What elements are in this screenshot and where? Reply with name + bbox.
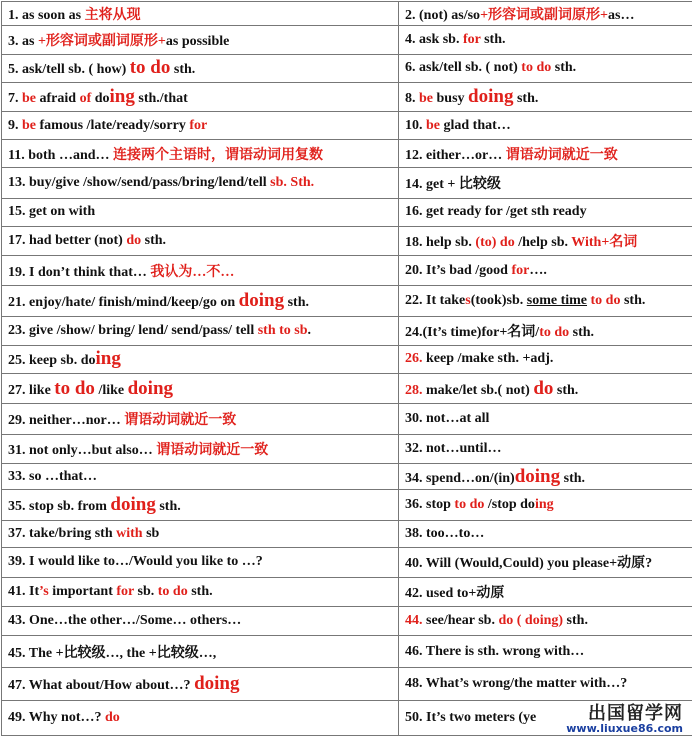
- phrase-text: sth.: [563, 613, 588, 629]
- phrase-cell: [2, 345, 399, 373]
- phrase-text: 谓语动词就近一致: [156, 442, 269, 458]
- phrase-text: to do: [454, 497, 485, 513]
- phrase-text: famous /late/ready/sorry: [36, 117, 190, 133]
- phrase-cell: [399, 345, 692, 373]
- phrase-text: sth to sb: [257, 322, 308, 338]
- phrase-text: 20. It’s bad /good: [405, 262, 512, 278]
- phrase-text: with: [116, 526, 143, 542]
- phrase-text: .: [307, 322, 312, 338]
- phrase-text: as possible: [165, 34, 230, 50]
- phrase-text: 27. like: [8, 382, 55, 398]
- phrase-text: With+名词: [571, 235, 638, 251]
- table-row: [2, 139, 692, 167]
- phrase-cell: [2, 2, 399, 26]
- phrase-text: (took)sb.: [470, 292, 527, 308]
- phrase-text: ing: [95, 348, 121, 370]
- phrase-text: 29. neither…nor…: [8, 413, 125, 429]
- phrase-text: 连接两个主语时，谓语动词用复数: [113, 147, 324, 163]
- phrase-text: 32. not…until…: [405, 440, 502, 456]
- phrase-text: 18. help sb.: [405, 235, 476, 251]
- phrase-text: 6. ask/tell sb. ( not): [405, 60, 522, 76]
- phrase-text: 谓语动词就近一致: [124, 413, 237, 429]
- phrase-text: glad that…: [440, 117, 511, 133]
- phrase-table: [1, 1, 692, 736]
- table-row: [2, 577, 692, 606]
- site-watermark: [563, 704, 686, 735]
- phrase-text: be: [22, 91, 36, 107]
- phrase-text: sth.: [187, 583, 213, 599]
- phrase-text: ’s: [39, 583, 49, 599]
- table-row: [2, 404, 692, 434]
- phrase-text: 21. enjoy/hate/ finish/mind/keep/go on: [8, 294, 239, 310]
- phrase-text: sth.: [569, 324, 595, 340]
- table-row: [2, 26, 692, 54]
- phrase-text: 15. get on with: [8, 204, 96, 220]
- phrase-cell: [399, 54, 692, 82]
- table-row: [2, 520, 692, 547]
- phrase-text: to do: [590, 292, 621, 308]
- phrase-cell: [399, 520, 692, 547]
- phrase-text: 31. not only…but also…: [8, 442, 157, 458]
- phrase-text: /stop do: [484, 497, 535, 513]
- phrase-cell: [2, 54, 399, 82]
- phrase-text: doing: [238, 289, 285, 311]
- phrase-text: 30. not…at all: [405, 411, 490, 427]
- phrase-cell: [2, 548, 399, 577]
- table-row: [2, 198, 692, 226]
- watermark-site-name: 出国留学网: [588, 703, 683, 724]
- table-row: [2, 54, 692, 82]
- phrase-text: 28.: [405, 382, 423, 398]
- phrase-text: sth.: [513, 91, 539, 107]
- phrase-cell: [399, 256, 692, 285]
- phrase-cell: [2, 404, 399, 434]
- phrase-text: doing: [110, 494, 156, 516]
- phrase-cell: [2, 520, 399, 547]
- table-row: [2, 256, 692, 285]
- phrase-text: do ( doing): [498, 613, 564, 629]
- phrase-text: important: [48, 583, 117, 599]
- phrase-text: busy: [433, 91, 469, 107]
- phrase-cell: [2, 434, 399, 463]
- phrase-text: be: [419, 91, 433, 107]
- phrase-text: sb.: [134, 583, 158, 599]
- phrase-cell: [2, 701, 399, 736]
- table-row: [2, 464, 692, 490]
- table-row: [2, 373, 692, 403]
- phrase-text: (to) do: [475, 235, 515, 251]
- phrase-text: s: [465, 292, 471, 308]
- phrase-text: 42. used to+动原: [405, 585, 505, 601]
- phrase-text: 24.(It’s time)for+名词/: [405, 324, 540, 340]
- phrase-cell: [399, 168, 692, 198]
- phrase-text: to do: [129, 57, 171, 79]
- phrase-cell: [399, 285, 692, 316]
- phrase-text: be: [22, 117, 36, 133]
- phrase-text: do: [104, 710, 120, 726]
- phrase-text: for: [511, 262, 530, 278]
- phrase-cell: [399, 139, 692, 167]
- phrase-cell: [2, 139, 399, 167]
- table-row: [2, 434, 692, 463]
- phrase-text: 7.: [8, 91, 22, 107]
- phrase-text: 41. It: [8, 583, 40, 599]
- phrase-cell: [399, 317, 692, 345]
- phrase-text: ing: [109, 86, 135, 108]
- phrase-text: sth.: [480, 32, 506, 48]
- phrase-text: /like: [94, 382, 128, 398]
- phrase-text: 35. stop sb. from: [8, 499, 111, 515]
- table-row: [2, 83, 692, 112]
- phrase-text: /help sb.: [514, 235, 572, 251]
- watermark-site-url: www.liuxue86.com: [566, 722, 683, 735]
- phrase-text: 33. so …that…: [8, 468, 98, 484]
- phrase-cell: [2, 285, 399, 316]
- phrase-text: 4. ask sb.: [405, 32, 463, 48]
- phrase-cell: [399, 607, 692, 636]
- phrase-text: 主将从现: [84, 7, 141, 23]
- phrase-text: keep /make sth. +adj.: [422, 351, 554, 367]
- phrase-text: 23. give /show/ bring/ lend/ send/pass/ tell: [8, 322, 258, 338]
- phrase-cell: [2, 636, 399, 667]
- phrase-text: 47. What about/How about…?: [8, 678, 195, 694]
- phrase-text: 14. get + 比较级: [405, 176, 501, 192]
- phrase-cell: [399, 464, 692, 490]
- phrase-text: 谓语动词就近一致: [505, 147, 618, 163]
- phrase-cell: [2, 667, 399, 700]
- table-row: [2, 636, 692, 667]
- table-row: [2, 112, 692, 139]
- phrase-text: sth.: [551, 60, 577, 76]
- phrase-cell: [399, 636, 692, 667]
- phrase-text: doing: [127, 377, 174, 399]
- phrase-text: see/hear sb.: [422, 613, 499, 629]
- phrase-text: 16. get ready for /get sth ready: [405, 204, 587, 220]
- phrase-text: 44.: [405, 613, 423, 629]
- phrase-text: as…: [608, 7, 635, 23]
- phrase-cell: [399, 226, 692, 255]
- phrase-text: 13. buy/give /show/send/pass/bring/lend/tell: [8, 174, 271, 190]
- phrase-text: 17. had better (not): [8, 233, 127, 249]
- phrase-cell: [399, 112, 692, 139]
- phrase-text: make/let sb.( not): [422, 382, 534, 398]
- phrase-cell: [399, 404, 692, 434]
- phrase-cell: [399, 667, 692, 700]
- phrase-text: 40. Will (Would,Could) you please+动原?: [405, 556, 653, 572]
- table-row: [2, 667, 692, 700]
- phrase-text: 19. I don’t think that…: [8, 264, 151, 280]
- phrase-text: 25. keep sb. do: [8, 353, 96, 369]
- phrase-text: 1. as soon as: [8, 7, 85, 23]
- phrase-text: 我认为…不…: [150, 264, 235, 280]
- phrase-text: sth./that: [134, 91, 188, 107]
- phrase-text: 50. It’s two meters (ye: [405, 710, 537, 726]
- phrase-cell: [2, 373, 399, 403]
- phrase-cell: [399, 373, 692, 403]
- phrase-text: doing: [194, 673, 240, 695]
- phrase-text: sth.: [155, 499, 181, 515]
- phrase-text: sth.: [560, 470, 586, 486]
- phrase-text: 2. (not) as/so: [405, 7, 481, 23]
- phrase-text: 43. One…the other…/Some… others…: [8, 613, 242, 629]
- phrase-text: to do: [521, 60, 552, 76]
- phrase-text: doing: [468, 86, 514, 108]
- phrase-text: 3. as: [8, 34, 38, 50]
- phrase-cell: [2, 112, 399, 139]
- phrase-text: doing: [514, 465, 561, 487]
- table-row: [2, 548, 692, 577]
- phrase-text: to do: [157, 583, 188, 599]
- table-row: [2, 345, 692, 373]
- phrase-text: for: [462, 32, 481, 48]
- phrase-text: 34. spend…on/(in): [405, 470, 515, 486]
- table-row: [2, 285, 692, 316]
- phrase-cell: [2, 256, 399, 285]
- phrase-cell: [399, 548, 692, 577]
- phrase-text: 10.: [405, 117, 426, 133]
- phrase-text: +形容词或副词原形+: [480, 7, 609, 23]
- phrase-text: sb. Sth.: [270, 174, 315, 190]
- phrase-cell: [2, 26, 399, 54]
- phrase-text: sb: [142, 526, 160, 542]
- phrase-text: 12. either…or…: [405, 147, 506, 163]
- phrase-text: to do: [54, 377, 95, 399]
- phrase-text: 9.: [8, 117, 22, 133]
- phrase-text: 39. I would like to…/Would you like to …?: [8, 554, 263, 570]
- table-row: [2, 168, 692, 198]
- phrase-text: do: [91, 91, 110, 107]
- phrase-text: do: [126, 233, 142, 249]
- phrase-text: 49. Why not…?: [8, 710, 105, 726]
- phrase-cell: [399, 434, 692, 463]
- table-row: [2, 607, 692, 636]
- phrase-cell: [2, 168, 399, 198]
- phrase-cell: [399, 2, 692, 26]
- phrase-text: 36. stop: [405, 497, 455, 513]
- phrase-cell: [2, 226, 399, 255]
- phrase-text: sth.: [553, 382, 579, 398]
- phrase-cell: [2, 607, 399, 636]
- phrase-text: 48. What’s wrong/the matter with…?: [405, 676, 628, 692]
- phrase-cell: [2, 198, 399, 226]
- phrase-text: 5. ask/tell sb. ( how): [8, 62, 130, 78]
- phrase-cell: [2, 577, 399, 606]
- phrase-cell: [399, 83, 692, 112]
- phrase-cell: [399, 577, 692, 606]
- phrase-text: sth.: [620, 292, 646, 308]
- phrase-text: of: [79, 91, 92, 107]
- phrase-cell: [399, 490, 692, 520]
- phrase-text: 26.: [405, 351, 423, 367]
- phrase-text: ing: [534, 497, 554, 513]
- phrase-text: sth.: [170, 62, 196, 78]
- phrase-cell: [2, 317, 399, 345]
- phrase-text: 22. It take: [405, 292, 466, 308]
- phrase-text: 46. There is sth. wrong with…: [405, 643, 585, 659]
- phrase-text: 11. both …and…: [8, 147, 114, 163]
- phrase-text: sth.: [284, 294, 309, 310]
- phrase-table-body: [2, 2, 692, 736]
- phrase-text: to do: [539, 324, 570, 340]
- phrase-text: some time: [526, 292, 588, 308]
- phrase-text: sth.: [141, 233, 167, 249]
- phrase-text: for: [189, 117, 208, 133]
- table-row: [2, 226, 692, 255]
- phrase-text: ….: [529, 262, 547, 278]
- phrase-cell: [399, 26, 692, 54]
- phrase-text: +形容词或副词原形+: [37, 34, 166, 50]
- phrase-text: afraid: [36, 91, 80, 107]
- phrase-text: do: [533, 377, 554, 399]
- phrase-text: 38. too…to…: [405, 526, 485, 542]
- phrase-text: for: [116, 583, 135, 599]
- table-row: [2, 490, 692, 520]
- table-row: [2, 2, 692, 26]
- phrase-text: 8.: [405, 91, 419, 107]
- phrase-cell: [2, 83, 399, 112]
- table-row: [2, 317, 692, 345]
- phrase-text: 37. take/bring sth: [8, 526, 117, 542]
- phrase-text: 45. The +比较级…, the +比较级…,: [8, 645, 217, 661]
- phrase-text: be: [426, 117, 440, 133]
- phrase-cell: [399, 198, 692, 226]
- phrase-cell: [2, 490, 399, 520]
- phrase-cell: [2, 464, 399, 490]
